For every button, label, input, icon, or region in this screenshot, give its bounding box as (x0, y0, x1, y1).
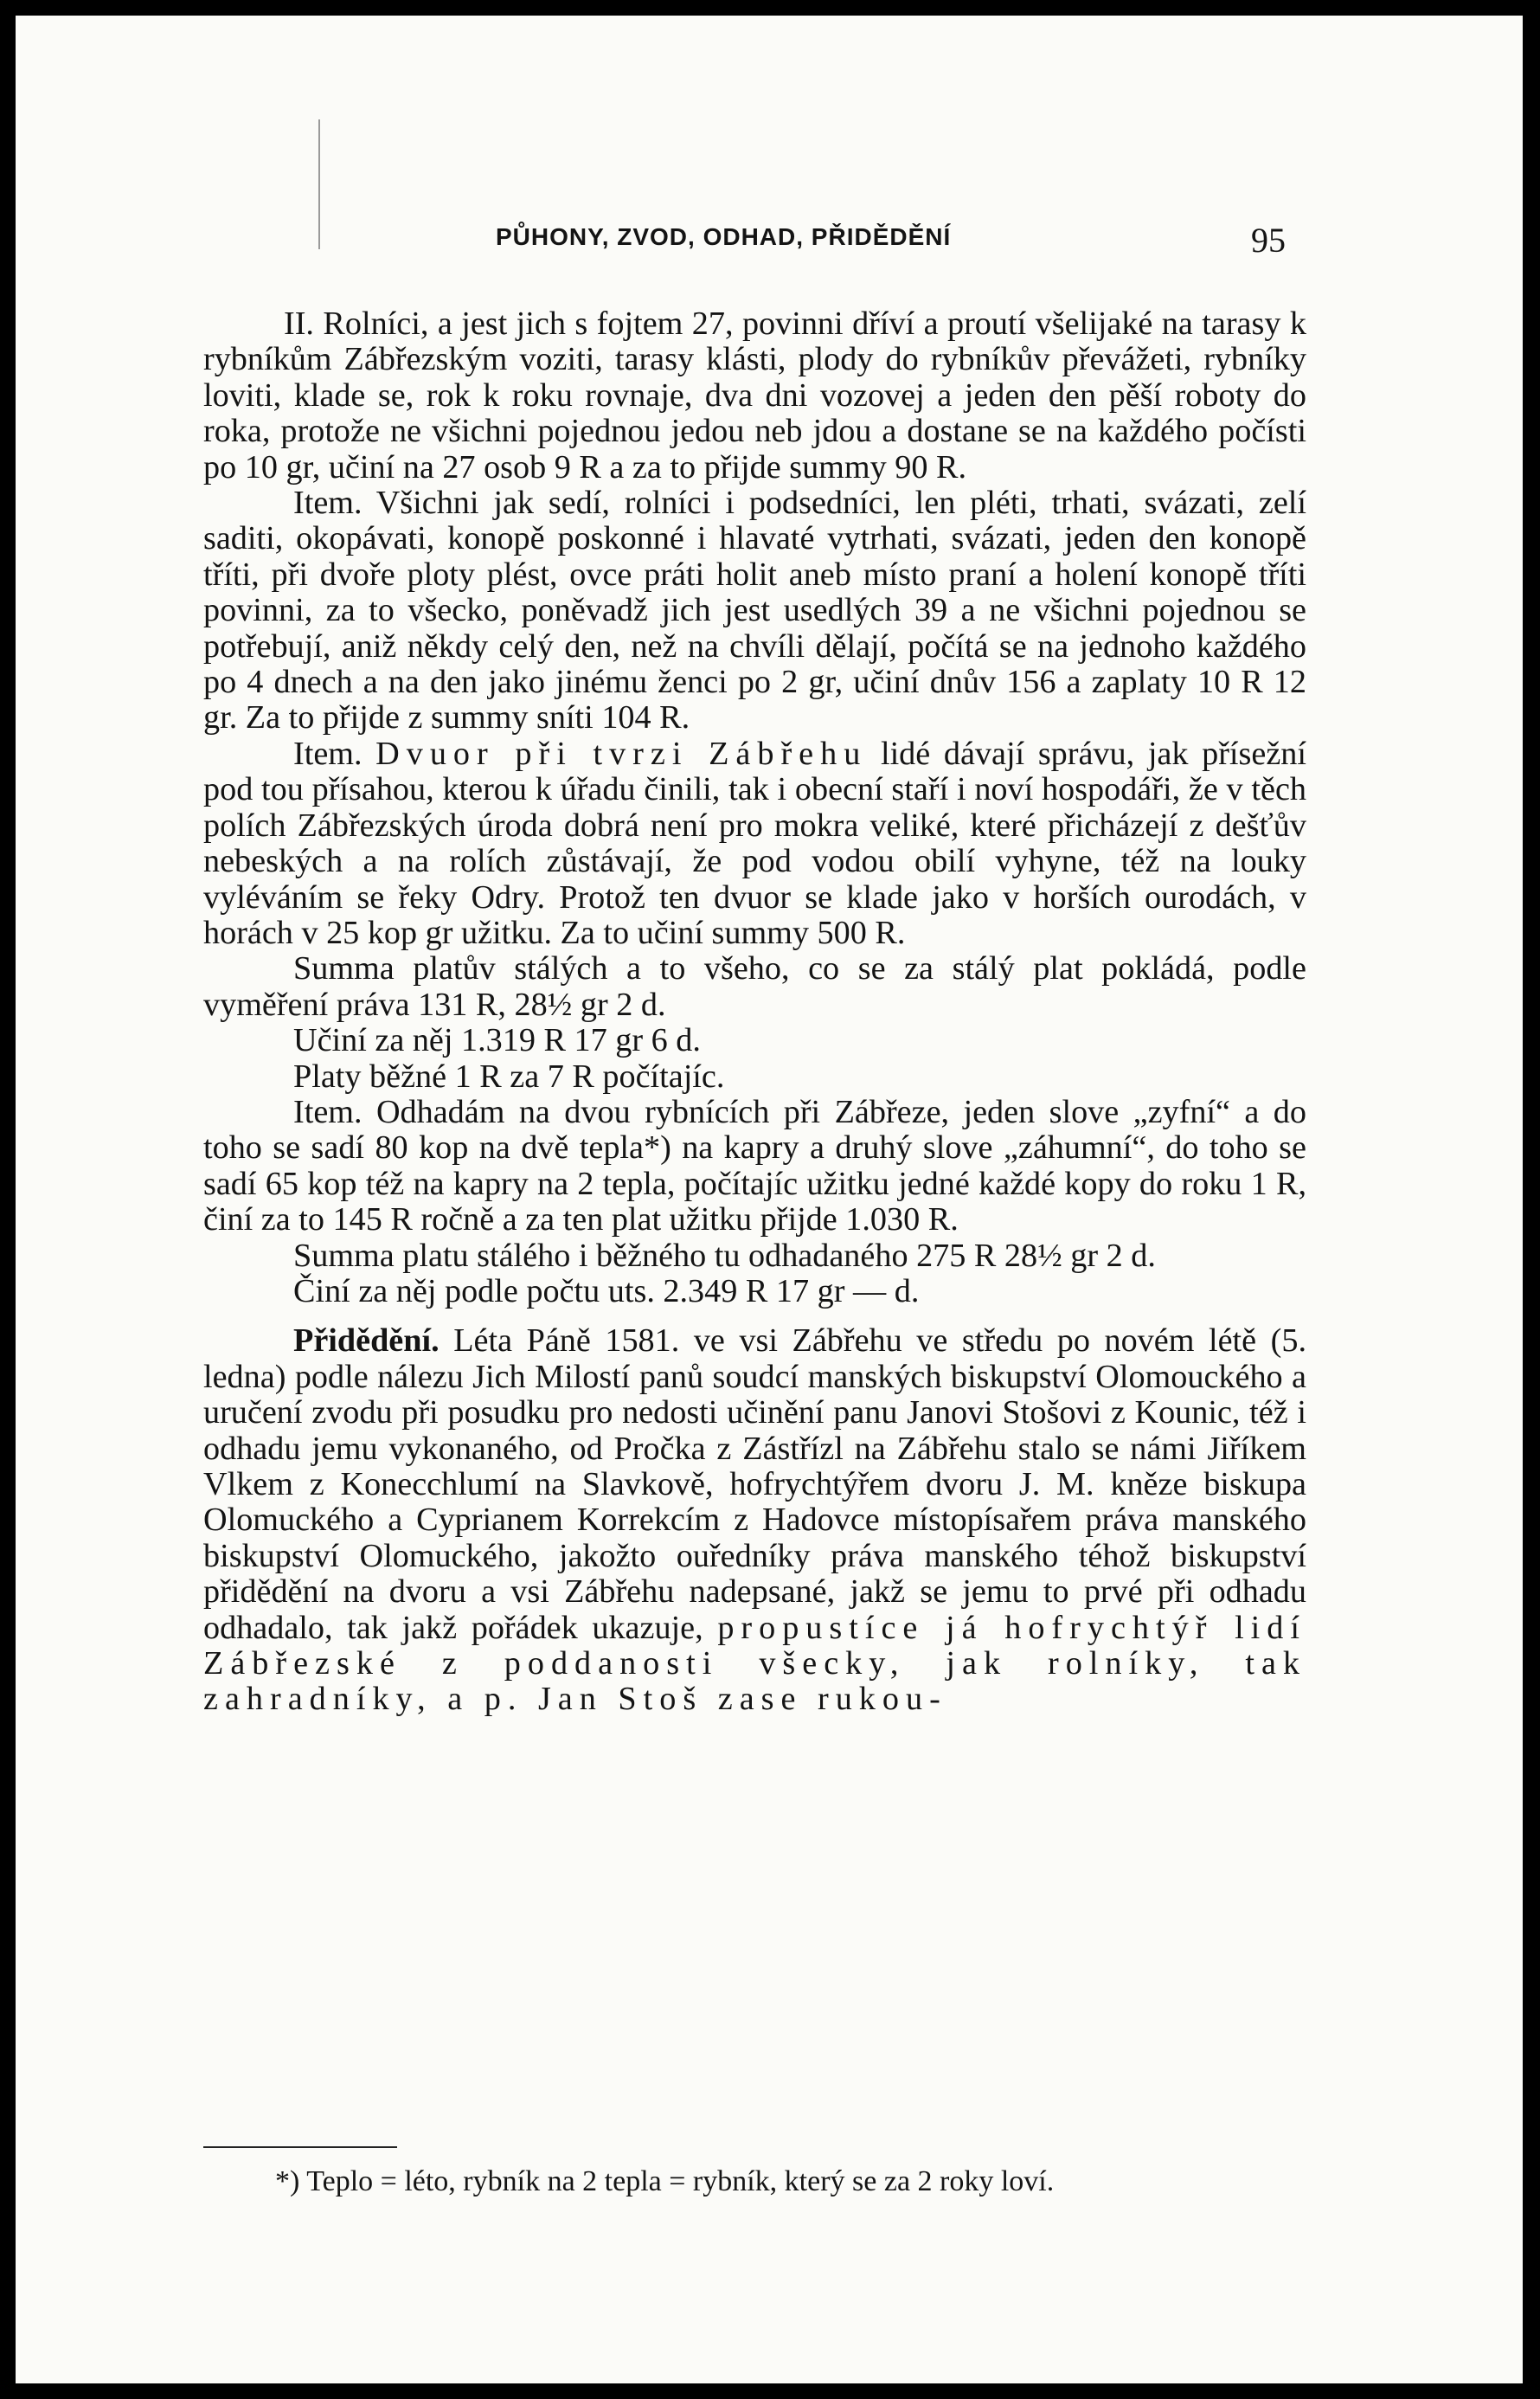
page-number: 95 (1251, 221, 1286, 260)
paragraph-ucini: Učiní za něj 1.319 R 17 gr 6 d. (293, 1022, 701, 1059)
spaced-propustice: propustíce já hofrychtýř lidí Zábřezské z poddanosti všecky, jak rolníky, tak zahradníky, a p. Jan Stoš zase rukou- (203, 1609, 1306, 1718)
spaced-dvuor: Dvuor při tvrzi Zábřehu (375, 735, 868, 772)
paragraph-cini: Činí za něj podle počtu uts. 2.349 R 17 gr — d. (293, 1272, 920, 1309)
paragraph-item-dvuor (203, 736, 1306, 951)
footnote: *) Teplo = léto, rybník na 2 tepla = rybník, který se za 2 roky loví. (275, 2165, 1055, 2197)
paragraph-rolnici: II. Rolníci, a jest jich s fojtem 27, povinni dříví a proutí všelijaké na tarasy k rybníkům Zábřezským voziti, tarasy klásti, plody do rybníkův převážeti, rybníky loviti, klade se, rok k roku rovnaje, dva dni vozovej a jeden den pěší roboty do roka, protože ne všichni pojednou jedou neb jdou a dostane se na každého počísti po 10 gr, učiní na 27 osob 9 R a za to přijde summy 90 R. (203, 306, 1306, 486)
page-header (16, 216, 1523, 268)
item-lead: Item. (293, 735, 376, 772)
dvuor-text: lidé dávají správu, jak přísežní pod tou přísahou, kterou k úřadu činili, tak i obecní staří i noví hospodáři, že v těch polích Zábřezských úroda dobrá není pro mokra veliké, které přicházejí z dešťův nebeských a na rolích zůstávají, že pod vodou obilí vyhyne, též na louky vyléváním se řeky Odry. Protož ten dvuor se klade jako v horších ourodách, v horách v 25 kop gr užitku. Za to učiní summy 500 R. (203, 735, 1306, 951)
paragraph-prideleni (203, 1323, 1306, 1717)
running-head: PŮHONY, ZVOD, ODHAD, PŘIDĚDĚNÍ (496, 223, 952, 250)
book-page (16, 16, 1523, 2383)
paragraph-summa-platuv: Summa platův stálých a to všeho, co se za stálý plat pokládá, podle vyměření práva 131 R, 28½ gr 2 d. (203, 950, 1306, 1023)
body-text (203, 306, 1306, 1718)
paragraph-platy-bezne: Platy běžné 1 R za 7 R počítajíc. (293, 1058, 725, 1095)
section-heading: Přidědění. (293, 1322, 440, 1360)
paragraph-summa-platu: Summa platu stálého i běžného tu odhadaného 275 R 28½ gr 2 d. (293, 1237, 1156, 1274)
paragraph-item-odhadam: Item. Odhadám na dvou rybnících při Zábřeze, jeden slove „zyfní“ a do toho se sadí 80 kop na dvě tepla*) na kapry a druhý slove „záhumní“, do toho se sadí 65 kop též na kapry na 2 tepla, počítajíc užitku jedné každé kopy do roku 1 R, činí za to 145 R ročně a za ten plat užitku přijde 1.030 R. (203, 1093, 1306, 1238)
paragraph-item-vsichni: Item. Všichni jak sedí, rolníci i podsedníci, len pléti, trhati, svázati, zelí saditi, okopávati, konopě poskonné i hlavaté vytrhati, svázati, jeden den konopě tříti, při dvoře ploty plést, ovce práti holit aneb místo praní a holení konopě tříti povinni, za to všecko, poněvadž jich jest usedlých 39 a ne všichni pojednou se potřebují, aniž někdy celý den, než na chvíli dělají, počítá se na jednoho každého po 4 dnech a na den jako jinému ženci po 2 gr, učiní dnův 156 a zaplaty 10 R 12 gr. Za to přijde z summy sníti 104 R. (203, 485, 1306, 736)
prideleni-text: Léta Páně 1581. ve vsi Zábřehu ve středu po novém létě (5. ledna) podle nálezu Jich Milostí panů soudcí manských biskupství Olomouckého a uručení zvodu při posudku pro nedosti učinění panu Janovi Stošovi z Kounic, též i odhadu jemu vykonaného, od Pročka z Zástřízl na Zábřehu stalo se námi Jiříkem Vlkem z Konecchlumí na Slavkově, hofrychtýřem dvoru J. M. kněze biskupa Olomuckého a Cyprianem Korrekcím z Hadovce místopísařem práva manského biskupství Olomuckého, jakožto ouředníky práva manského téhož biskupství přidědění na dvoru a vsi Zábřehu nadepsané, jakž se jemu to prvé při odhadu odhadalo, tak jakž pořádek ukazuje, (203, 1322, 1306, 1646)
footnote-rule (203, 2146, 397, 2148)
